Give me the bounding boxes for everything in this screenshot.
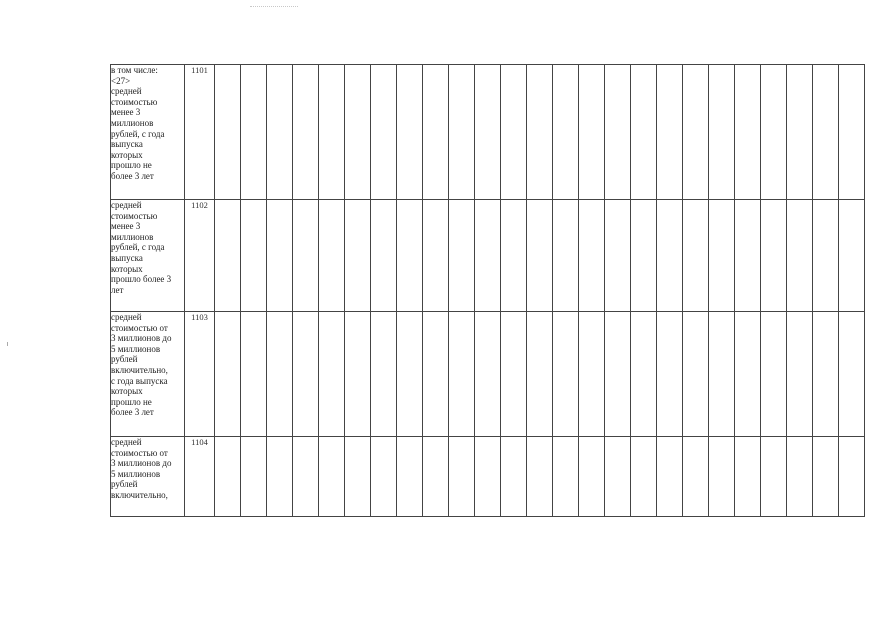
empty-value-cell (813, 312, 839, 437)
table-row (111, 437, 865, 517)
empty-value-cell (267, 65, 293, 200)
row-label: средней стоимостью менее 3 миллионов рублей, с года выпуска которых прошло более 3 лет (111, 200, 185, 312)
empty-value-cell (501, 312, 527, 437)
empty-value-cell (709, 200, 735, 312)
empty-value-cell (475, 437, 501, 517)
empty-value-cell (267, 312, 293, 437)
empty-value-cell (553, 312, 579, 437)
scan-artifact-tick (7, 342, 8, 346)
empty-value-cell (657, 312, 683, 437)
empty-value-cell (319, 437, 345, 517)
empty-value-cell (839, 312, 865, 437)
empty-value-cell (475, 200, 501, 312)
empty-value-cell (761, 312, 787, 437)
empty-value-cell (657, 65, 683, 200)
empty-value-cell (709, 437, 735, 517)
empty-value-cell (241, 437, 267, 517)
empty-value-cell (293, 65, 319, 200)
empty-value-cell (397, 200, 423, 312)
empty-value-cell (449, 312, 475, 437)
empty-value-cell (709, 312, 735, 437)
empty-value-cell (527, 200, 553, 312)
empty-value-cell (215, 65, 241, 200)
empty-value-cell (579, 200, 605, 312)
empty-value-cell (371, 437, 397, 517)
empty-value-cell (735, 65, 761, 200)
empty-value-cell (839, 65, 865, 200)
empty-value-cell (813, 200, 839, 312)
empty-value-cell (345, 200, 371, 312)
empty-value-cell (787, 200, 813, 312)
empty-value-cell (449, 437, 475, 517)
row-code: 1101 (185, 65, 215, 200)
row-code: 1104 (185, 437, 215, 517)
empty-value-cell (423, 65, 449, 200)
empty-value-cell (527, 312, 553, 437)
table-row (111, 200, 865, 312)
report-form-table (110, 64, 865, 517)
empty-value-cell (631, 312, 657, 437)
empty-value-cell (683, 200, 709, 312)
empty-value-cell (839, 437, 865, 517)
empty-value-cell (709, 65, 735, 200)
empty-value-cell (319, 200, 345, 312)
empty-value-cell (579, 65, 605, 200)
empty-value-cell (215, 200, 241, 312)
empty-value-cell (241, 65, 267, 200)
empty-value-cell (293, 200, 319, 312)
empty-value-cell (215, 312, 241, 437)
empty-value-cell (449, 200, 475, 312)
empty-value-cell (631, 437, 657, 517)
empty-value-cell (735, 437, 761, 517)
empty-value-cell (423, 437, 449, 517)
empty-value-cell (293, 437, 319, 517)
empty-value-cell (319, 65, 345, 200)
empty-value-cell (553, 437, 579, 517)
empty-value-cell (579, 312, 605, 437)
row-label: в том числе: <27> средней стоимостью менее 3 миллионов рублей, с года выпуска которых прошло не более 3 лет (111, 65, 185, 200)
row-code: 1103 (185, 312, 215, 437)
empty-value-cell (605, 200, 631, 312)
empty-value-cell (839, 200, 865, 312)
empty-value-cell (501, 200, 527, 312)
empty-value-cell (735, 312, 761, 437)
row-label: средней стоимостью от 3 миллионов до 5 миллионов рублей включительно, с года выпуска которых прошло не более 3 лет (111, 312, 185, 437)
empty-value-cell (761, 437, 787, 517)
empty-value-cell (605, 65, 631, 200)
empty-value-cell (293, 312, 319, 437)
empty-value-cell (787, 312, 813, 437)
row-code: 1102 (185, 200, 215, 312)
empty-value-cell (371, 312, 397, 437)
empty-value-cell (501, 437, 527, 517)
empty-value-cell (501, 65, 527, 200)
empty-value-cell (813, 437, 839, 517)
empty-value-cell (527, 65, 553, 200)
row-label: средней стоимостью от 3 миллионов до 5 миллионов рублей включительно, (111, 437, 185, 517)
empty-value-cell (423, 312, 449, 437)
empty-value-cell (241, 200, 267, 312)
empty-value-cell (475, 312, 501, 437)
empty-value-cell (813, 65, 839, 200)
empty-value-cell (397, 312, 423, 437)
empty-value-cell (631, 65, 657, 200)
empty-value-cell (631, 200, 657, 312)
empty-value-cell (683, 65, 709, 200)
scan-artifact-mark (250, 6, 298, 9)
empty-value-cell (787, 65, 813, 200)
empty-value-cell (215, 437, 241, 517)
empty-value-cell (345, 65, 371, 200)
empty-value-cell (319, 312, 345, 437)
empty-value-cell (449, 65, 475, 200)
empty-value-cell (345, 437, 371, 517)
empty-value-cell (787, 437, 813, 517)
empty-value-cell (267, 437, 293, 517)
empty-value-cell (345, 312, 371, 437)
table-row (111, 312, 865, 437)
empty-value-cell (605, 437, 631, 517)
empty-value-cell (579, 437, 605, 517)
table-row (111, 65, 865, 200)
empty-value-cell (553, 200, 579, 312)
empty-value-cell (423, 200, 449, 312)
empty-value-cell (241, 312, 267, 437)
empty-value-cell (527, 437, 553, 517)
empty-value-cell (475, 65, 501, 200)
empty-value-cell (657, 200, 683, 312)
empty-value-cell (683, 437, 709, 517)
empty-value-cell (683, 312, 709, 437)
empty-value-cell (761, 65, 787, 200)
empty-value-cell (267, 200, 293, 312)
empty-value-cell (397, 437, 423, 517)
empty-value-cell (371, 65, 397, 200)
empty-value-cell (735, 200, 761, 312)
empty-value-cell (605, 312, 631, 437)
empty-value-cell (553, 65, 579, 200)
empty-value-cell (761, 200, 787, 312)
empty-value-cell (657, 437, 683, 517)
empty-value-cell (397, 65, 423, 200)
empty-value-cell (371, 200, 397, 312)
